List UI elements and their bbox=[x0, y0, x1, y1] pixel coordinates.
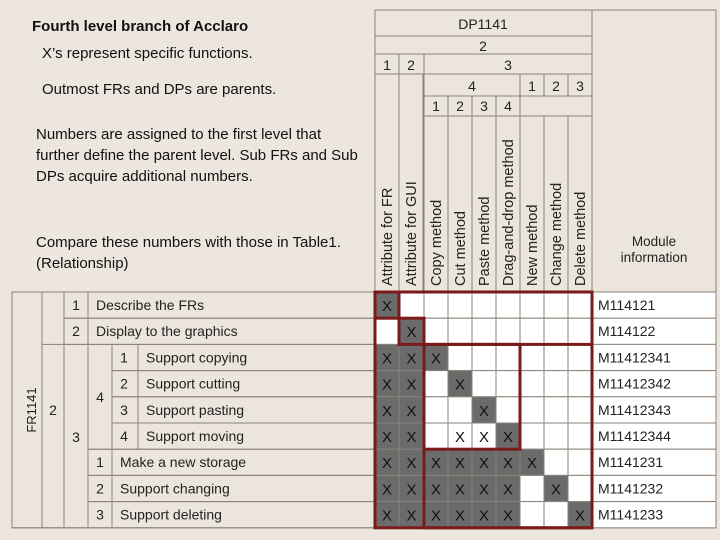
mark-x-r6c1: X bbox=[381, 429, 393, 446]
mark-x-r8c1: X bbox=[381, 481, 393, 499]
mark-x-r6c4: X bbox=[454, 429, 466, 446]
mark-x-r6c2: X bbox=[406, 429, 417, 446]
dp-sub3-2: 2 bbox=[552, 78, 560, 94]
mark-x-r9c4: X bbox=[454, 507, 466, 525]
mark-x-r6c5: X bbox=[478, 429, 490, 446]
module-5: M11412343 bbox=[598, 401, 671, 418]
module-7: M1141231 bbox=[598, 454, 664, 471]
mark-cell-r5c9 bbox=[568, 397, 592, 423]
mark-cell-r3c6 bbox=[496, 344, 520, 370]
mark-cell-r4c9 bbox=[568, 371, 592, 397]
mark-cell-r3c7 bbox=[520, 344, 544, 370]
module-6: M11412344 bbox=[598, 428, 671, 444]
mark-x-r8c2: X bbox=[406, 481, 417, 499]
fr-title: FR1141 bbox=[24, 387, 39, 433]
dp-level4: 4 bbox=[468, 78, 476, 94]
mark-x-r9c6: X bbox=[502, 507, 514, 525]
dp-sub4-1: 1 bbox=[432, 98, 440, 114]
mark-x-r4c2: X bbox=[406, 376, 417, 394]
mark-x-r5c5: X bbox=[478, 402, 490, 420]
fr-label-7: Make a new storage bbox=[120, 454, 247, 471]
fr-sub3-1: 1 bbox=[96, 454, 104, 471]
mark-cell-r4c5 bbox=[472, 371, 496, 397]
mark-cell-r1c7 bbox=[520, 292, 544, 318]
mark-cell-r6c9 bbox=[568, 423, 592, 449]
mark-cell-r4c7 bbox=[520, 371, 544, 397]
mark-x-r9c2: X bbox=[406, 507, 417, 525]
mark-cell-r5c8 bbox=[544, 397, 568, 423]
column-header-8: Change method bbox=[549, 182, 565, 286]
mark-x-r8c8: X bbox=[550, 481, 562, 499]
module-header-line1: Module bbox=[631, 234, 677, 249]
mark-x-r7c3: X bbox=[430, 455, 442, 473]
mark-x-r7c2: X bbox=[406, 455, 417, 473]
column-header-7: New method bbox=[525, 204, 541, 286]
module-4: M11412342 bbox=[598, 375, 671, 392]
mark-cell-r3c8 bbox=[544, 344, 568, 370]
fr-sub4-1: 1 bbox=[120, 349, 128, 366]
mark-cell-r2c7 bbox=[520, 318, 544, 344]
mark-x-r8c6: X bbox=[502, 481, 514, 499]
mark-cell-r2c9 bbox=[568, 318, 592, 344]
mark-cell-r2c3 bbox=[424, 318, 448, 344]
mark-x-r3c3: X bbox=[430, 350, 442, 368]
mark-cell-r5c4 bbox=[448, 397, 472, 423]
module-8: M1141232 bbox=[598, 480, 664, 497]
mark-cell-r5c7 bbox=[520, 397, 544, 423]
mark-x-r9c9: X bbox=[574, 507, 586, 525]
mark-x-r5c1: X bbox=[381, 402, 393, 420]
column-header-9: Delete method bbox=[573, 191, 589, 286]
mark-cell-r2c4 bbox=[448, 318, 472, 344]
mark-cell-r9c8 bbox=[544, 502, 568, 528]
mark-x-r6c6: X bbox=[502, 429, 514, 446]
mark-cell-r9c7 bbox=[520, 502, 544, 528]
mark-x-r9c5: X bbox=[478, 507, 490, 525]
slide-title: Fourth level branch of Acclaro bbox=[32, 18, 249, 35]
fr-index-2: 2 bbox=[72, 323, 80, 340]
column-header-3: Copy method bbox=[429, 199, 445, 286]
mark-cell-r3c5 bbox=[472, 344, 496, 370]
fr-sub3-3: 3 bbox=[96, 506, 104, 523]
dp-title: DP1141 bbox=[458, 16, 508, 32]
column-header-1: Attribute for FR bbox=[380, 187, 396, 286]
mark-x-r5c2: X bbox=[406, 402, 417, 420]
dp-sub3-3: 3 bbox=[576, 78, 584, 94]
mark-x-r8c4: X bbox=[454, 481, 466, 499]
mark-x-r4c4: X bbox=[454, 376, 466, 394]
fr-label-1: Describe the FRs bbox=[96, 297, 205, 313]
fr-sub4-3: 3 bbox=[120, 401, 128, 418]
fr-label-2: Display to the graphics bbox=[96, 323, 238, 340]
mark-cell-r3c4 bbox=[448, 344, 472, 370]
mark-x-r3c1: X bbox=[381, 350, 393, 368]
mark-x-r7c7: X bbox=[526, 455, 538, 473]
dp-sub4-2: 2 bbox=[456, 98, 464, 114]
note-x-functions: X’s represent specific functions. bbox=[42, 45, 253, 62]
module-1: M114121 bbox=[598, 297, 656, 313]
mark-x-r2c2: X bbox=[406, 324, 417, 342]
fr-label-8: Support changing bbox=[120, 480, 230, 497]
column-header-2: Attribute for GUI bbox=[404, 181, 420, 286]
module-2: M114122 bbox=[598, 323, 656, 340]
mark-cell-r2c6 bbox=[496, 318, 520, 344]
note-numbering: Numbers are assigned to the first level that further define the parent level. Sub FRs and Sub DPs acquire additional numbers. bbox=[36, 126, 358, 185]
mark-cell-r1c4 bbox=[448, 292, 472, 318]
mark-cell-r1c2 bbox=[399, 292, 424, 318]
dp-sub4-4: 4 bbox=[504, 98, 512, 114]
fr-level2: 2 bbox=[49, 402, 57, 418]
fr-sub4-4: 4 bbox=[120, 428, 128, 444]
mark-cell-r4c6 bbox=[496, 371, 520, 397]
mark-cell-r3c9 bbox=[568, 344, 592, 370]
dp-level2: 2 bbox=[479, 38, 487, 54]
mark-cell-r1c3 bbox=[424, 292, 448, 318]
mark-cell-r7c9 bbox=[568, 449, 592, 475]
note-parents: Outmost FRs and DPs are parents. bbox=[42, 81, 277, 98]
mark-x-r9c3: X bbox=[430, 507, 442, 525]
fr-sub3-2: 2 bbox=[96, 480, 104, 497]
mark-x-r3c2: X bbox=[406, 350, 417, 368]
mark-cell-r1c5 bbox=[472, 292, 496, 318]
mark-cell-r6c8 bbox=[544, 423, 568, 449]
mark-cell-r8c9 bbox=[568, 475, 592, 501]
mark-cell-r7c8 bbox=[544, 449, 568, 475]
dp-level3: 3 bbox=[504, 57, 512, 73]
fr-level4: 4 bbox=[96, 389, 104, 405]
mark-cell-r1c9 bbox=[568, 292, 592, 318]
fr-sub4-2: 2 bbox=[120, 375, 128, 392]
mark-cell-r5c6 bbox=[496, 397, 520, 423]
note-compare: Compare these numbers with those in Table1. (Relationship) bbox=[36, 234, 341, 272]
mark-x-r7c1: X bbox=[381, 455, 393, 473]
mark-x-r8c3: X bbox=[430, 481, 442, 499]
mark-cell-r4c3 bbox=[424, 371, 448, 397]
mark-cell-r5c3 bbox=[424, 397, 448, 423]
mark-cell-r8c7 bbox=[520, 475, 544, 501]
fr-label-5: Support pasting bbox=[146, 401, 245, 418]
mark-cell-r2c5 bbox=[472, 318, 496, 344]
mark-cell-r1c8 bbox=[544, 292, 568, 318]
mark-cell-r6c3 bbox=[424, 423, 448, 449]
module-3: M11412341 bbox=[598, 349, 671, 366]
mark-cell-r1c6 bbox=[496, 292, 520, 318]
column-header-6: Drag-and-drop method bbox=[501, 139, 517, 286]
column-header-4: Cut method bbox=[453, 211, 469, 286]
dp-sub4-3: 3 bbox=[480, 98, 488, 114]
fr-label-6: Support moving bbox=[146, 428, 245, 444]
fr-label-4: Support cutting bbox=[146, 375, 241, 392]
fr-index-1: 1 bbox=[72, 297, 80, 313]
column-header-5: Paste method bbox=[477, 196, 493, 286]
mark-cell-r6c7 bbox=[520, 423, 544, 449]
module-9: M1141233 bbox=[598, 506, 664, 523]
mark-x-r7c5: X bbox=[478, 455, 490, 473]
mark-x-r4c1: X bbox=[381, 376, 393, 394]
mark-x-r8c5: X bbox=[478, 481, 490, 499]
module-header-line2: information bbox=[620, 250, 688, 265]
mark-x-r1c1: X bbox=[381, 298, 393, 315]
mark-cell-r2c1 bbox=[375, 318, 399, 344]
mark-x-r9c1: X bbox=[381, 507, 393, 525]
mark-cell-r4c8 bbox=[544, 371, 568, 397]
mark-x-r7c4: X bbox=[454, 455, 466, 473]
dp-index-2: 2 bbox=[407, 57, 415, 73]
fr-label-3: Support copying bbox=[146, 349, 248, 366]
dp-index-1: 1 bbox=[383, 57, 391, 73]
fr-label-9: Support deleting bbox=[120, 506, 222, 523]
mark-cell-r2c8 bbox=[544, 318, 568, 344]
mark-x-r7c6: X bbox=[502, 455, 514, 473]
dp-sub3-1: 1 bbox=[528, 78, 536, 94]
fr-level3: 3 bbox=[72, 429, 80, 445]
